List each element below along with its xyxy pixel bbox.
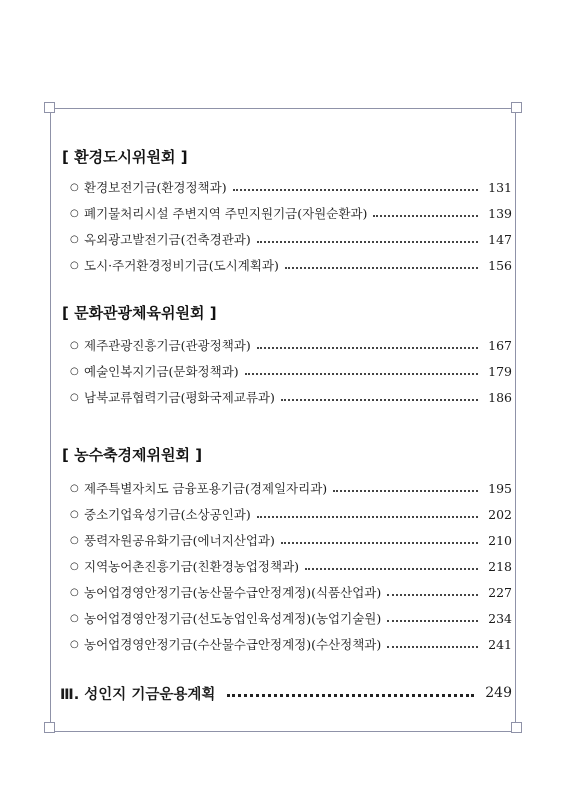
bullet-icon: ○ [70, 534, 79, 546]
toc-entry-label: 예술인복지기금(문화정책과) [84, 364, 239, 379]
toc-entry-page: 147 [488, 231, 512, 247]
toc-entry[interactable] [70, 479, 512, 497]
toc-entry-page: 210 [488, 532, 512, 548]
toc-entry[interactable] [70, 336, 512, 354]
section-title: [ 환경도시위원회 ] [62, 148, 188, 166]
bullet-icon: ○ [70, 339, 79, 351]
toc-entry-label: 환경보전기금(환경정책과) [84, 180, 227, 195]
bullet-icon: ○ [70, 638, 79, 650]
dot-leader [305, 568, 478, 570]
toc-entry-label: 폐기물처리시설 주변지역 주민지원기금(자원순환과) [84, 206, 368, 221]
toc-entry[interactable] [70, 635, 512, 653]
dot-leader [257, 516, 478, 518]
toc-entry-label: 제주관광진흥기금(관광정책과) [84, 338, 251, 353]
toc-entry-page: 234 [488, 610, 512, 626]
toc-entry[interactable] [70, 505, 512, 523]
dot-leader [233, 189, 478, 191]
toc-entry[interactable] [70, 230, 512, 248]
toc-entry-label: 지역농어촌진흥기금(친환경농업정책과) [84, 559, 300, 574]
toc-entry[interactable] [70, 609, 512, 627]
bullet-icon: ○ [70, 482, 79, 494]
bullet-icon: ○ [70, 365, 79, 377]
section-title: [ 문화관광체육위원회 ] [62, 304, 217, 322]
toc-entry[interactable] [70, 557, 512, 575]
bullet-icon: ○ [70, 391, 79, 403]
toc-entry-page: 195 [488, 480, 512, 496]
toc-entry-page: 156 [488, 257, 512, 273]
toc-chapter-entry[interactable] [60, 682, 512, 704]
dot-leader [285, 267, 478, 269]
toc-entry[interactable] [70, 362, 512, 380]
dot-leader [387, 646, 478, 648]
toc-entry[interactable] [70, 388, 512, 406]
toc-entry-page: 218 [488, 558, 512, 574]
toc-entry-label: 농어업경영안정기금(선도농업인육성계정)(농업기술원) [84, 611, 382, 626]
dot-leader [227, 694, 474, 697]
dot-leader [387, 620, 478, 622]
chapter-title: Ⅲ. 성인지 기금운용계획 [60, 686, 216, 703]
toc-entry-label: 제주특별자치도 금융포용기금(경제일자리과) [84, 481, 328, 496]
toc-entry[interactable] [70, 583, 512, 601]
bullet-icon: ○ [70, 612, 79, 624]
dot-leader [373, 215, 478, 217]
toc-entry-page: 227 [488, 584, 512, 600]
bullet-icon: ○ [70, 586, 79, 598]
chapter-page: 249 [485, 685, 512, 701]
dot-leader [245, 373, 478, 375]
dot-leader [281, 399, 478, 401]
toc-entry[interactable] [70, 204, 512, 222]
dot-leader [257, 241, 478, 243]
toc-entry-page: 167 [488, 337, 512, 353]
toc-entry-label: 남북교류협력기금(평화국제교류과) [84, 390, 275, 405]
toc-entry-page: 179 [488, 363, 512, 379]
dot-leader [257, 347, 478, 349]
toc-entry-page: 241 [488, 636, 512, 652]
toc-entry[interactable] [70, 178, 512, 196]
dot-leader [387, 594, 478, 596]
toc-entry-page: 186 [488, 389, 512, 405]
toc-entry-page: 131 [488, 179, 512, 195]
toc-entry-label: 중소기업육성기금(소상공인과) [84, 507, 251, 522]
bullet-icon: ○ [70, 233, 79, 245]
toc-entry-label: 농어업경영안정기금(농산물수급안정계정)(식품산업과) [84, 585, 382, 600]
toc-entry-page: 139 [488, 205, 512, 221]
bullet-icon: ○ [70, 207, 79, 219]
toc-entry-page: 202 [488, 506, 512, 522]
bullet-icon: ○ [70, 181, 79, 193]
section-title: [ 농수축경제위원회 ] [62, 446, 203, 464]
toc-entry-label: 풍력자원공유화기금(에너지산업과) [84, 533, 275, 548]
toc-entry-label: 농어업경영안정기금(수산물수급안정계정)(수산정책과) [84, 637, 382, 652]
bullet-icon: ○ [70, 508, 79, 520]
toc-entry[interactable] [70, 531, 512, 549]
toc-entry-label: 옥외광고발전기금(건축경관과) [84, 232, 251, 247]
toc-entry[interactable] [70, 256, 512, 274]
bullet-icon: ○ [70, 259, 79, 271]
toc-entry-label: 도시·주거환경정비기금(도시계획과) [84, 258, 279, 273]
dot-leader [281, 542, 478, 544]
dot-leader [333, 490, 478, 492]
bullet-icon: ○ [70, 560, 79, 572]
